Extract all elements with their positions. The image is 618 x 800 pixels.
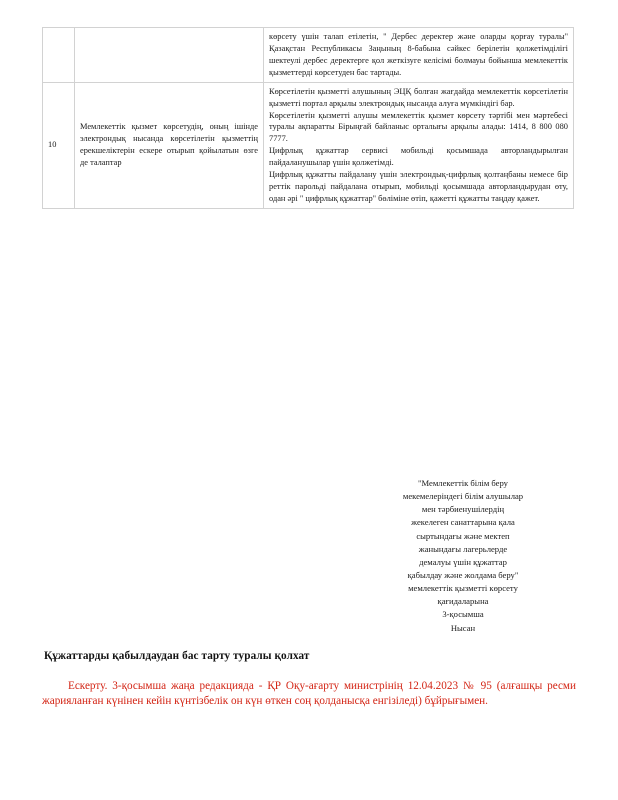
appendix-line: сыртындағы және мектеп	[416, 530, 510, 541]
description-paragraph: көрсету үшін талап етілетін, " Дербес деректер және оларды қорғау туралы" Қазақстан Республикасы Заңының 8-бабына сәйкес берілетін қолжетімділігі шектеулі дербес деректерге қол жеткізуге келісімі болмауы бойынша мемлекеттік қызметтерді көрсетуден бас тартады.	[269, 32, 568, 77]
appendix-line: жанындағы лагерьлерде	[418, 543, 508, 554]
appendix-line: Нысан	[450, 622, 476, 633]
appendix-line: демалуы үшін құжаттар	[419, 556, 507, 567]
appendix-line: қағидаларына	[437, 596, 489, 607]
appendix-line: 3-қосымша	[442, 609, 484, 620]
appendix-line: жекелеген санаттарына қала	[411, 517, 515, 528]
appendix-line: мемлекеттік қызметті көрсету	[408, 583, 518, 594]
row-requirement-cell	[75, 28, 264, 83]
description-paragraph: Көрсетілетін қызметті алушының ЭЦҚ болған жағдайда мемлекеттік көрсетілетін қызметті портал арқылы электрондық нысанда алуға мүмкіндігі бар.	[269, 86, 568, 108]
appendix-line: мекемелеріндегі білім алушылар	[402, 491, 524, 502]
table-row	[43, 82, 574, 208]
row-number-cell: 10	[43, 82, 75, 208]
description-paragraph: Көрсетілетін қызметті алушы мемлекеттік қызмет көрсету тәртібі мен мәртебесі туралы ақпаратты Бірыңғай байланыс орталығы арқылы алады: 1414, 8 800 080 7777.	[269, 110, 568, 144]
page-title: Құжаттарды қабылдаудан бас тарту туралы қолхат	[44, 650, 310, 662]
row-description-cell	[264, 28, 574, 83]
description-paragraph: Цифрлық құжатты пайдалану үшін электрондық-цифрлық қолтаңбаны немесе бір реттік парольді пайдалана отырып, мобильді қосымшада авторландырудан өту, одан әрі " цифрлық құжаттар" бөліміне өтіп, қажетті құжатты таңдау қажет.	[269, 170, 568, 203]
appendix-line: қабылдау және жолдама беру"	[407, 569, 519, 580]
row-requirement-cell: Мемлекеттік қызмет көрсетудің, оның ішінде электрондық нысанда көрсетілетін қызметтің ерекшеліктерін ескере отырып қойылатын өзге де талаптар	[75, 82, 264, 208]
amendment-note: Ескерту. 3-қосымша жаңа редакцияда - ҚР Оқу-ағарту министрінің 12.04.2023 № 95 (алғашқы ресми жарияланған күнінен кейін күнтізбелік он күн өткен соң қолданысқа енгізіледі) бұйрығымен.	[42, 680, 576, 708]
appendix-reference-block	[355, 477, 571, 635]
requirements-table	[42, 27, 574, 209]
description-paragraph: Цифрлық құжаттар сервисі мобильді қосымшада авторландырылған пайдаланушылар үшін қолжетімді.	[269, 146, 568, 168]
table-row	[43, 28, 574, 83]
row-number-cell	[43, 28, 75, 83]
appendix-line: мен тәрбиенушілердің	[421, 504, 505, 515]
table-body	[43, 28, 574, 209]
appendix-line: "Мемлекеттік білім беру	[418, 478, 508, 488]
row-description-cell	[264, 82, 574, 208]
